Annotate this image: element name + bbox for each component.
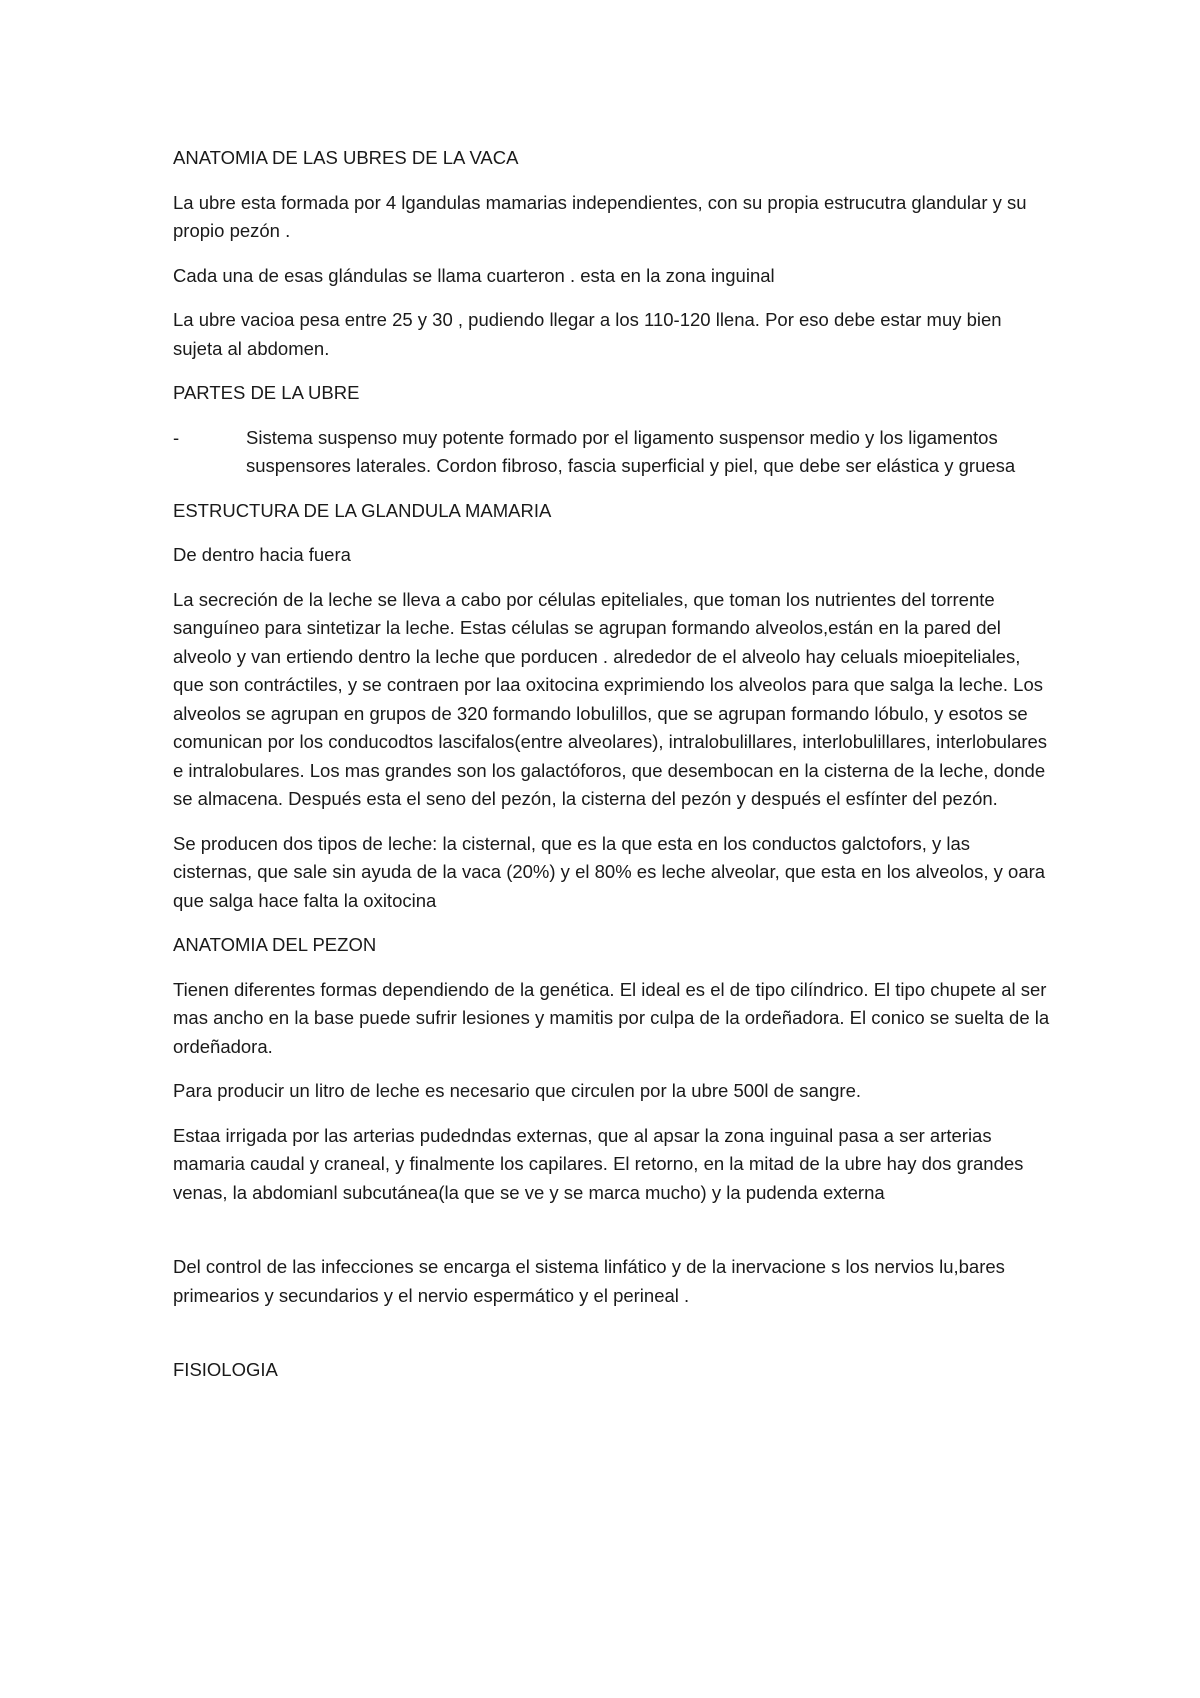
heading-fisiologia: FISIOLOGIA [173, 1359, 278, 1380]
list-item-text: Sistema suspenso muy potente formado por el ligamento suspensor medio y los ligamentos suspensores laterales. Cordon fibroso, fascia superficial y piel, que debe ser elástica y gruesa [246, 426, 1016, 476]
document-body [173, 144, 1053, 1401]
paragraph-ubre-formada: La ubre esta formada por 4 lgandulas mamarias independientes, con su propia estrucutra glandular y su propio pezón . [173, 191, 1027, 241]
paragraph-control-infecciones: Del control de las infecciones se encarga el sistema linfático y de la inervacione s los nervios lu,bares primearios y secundarios y el nervio espermático y el perineal . [173, 1256, 1005, 1306]
paragraph-dentro-fuera: De dentro hacia fuera [173, 544, 351, 565]
paragraph-cuarteron: Cada una de esas glándulas se llama cuarteron . esta en la zona inguinal [173, 264, 775, 286]
heading-partes-ubre: PARTES DE LA UBRE [173, 382, 360, 403]
paragraph-tipos-leche: Se producen dos tipos de leche: la cisternal, que es la que esta en los conductos galctofors, y las cisternas, que sale sin ayuda de la vaca (20%) y el 80% es leche alveolar, que esta en los alveolos, y oara que salga hace falta la oxitocina [173, 832, 1046, 911]
paragraph-litro-leche: Para producir un litro de leche es necesario que circulen por la ubre 500l de sangre. [173, 1080, 861, 1101]
list-item [173, 424, 1053, 481]
blank-line [173, 1326, 1053, 1356]
paragraph-peso-ubre: La ubre vacioa pesa entre 25 y 30 , pudiendo llegar a los 110-120 llena. Por eso debe estar muy bien sujeta al abdomen. [173, 309, 1002, 359]
heading-estructura-glandula: ESTRUCTURA DE LA GLANDULA MAMARIA [173, 499, 552, 521]
bullet-list [173, 424, 1053, 481]
bullet-dash: - [173, 426, 180, 448]
paragraph-secrecion-leche: La secreción de la leche se lleva a cabo por células epiteliales, que toman los nutrientes del torrente sanguíneo para sintetizar la leche. Estas células se agrupan formando alveolos,están en la pared del alveolo y van ertiendo dentro la leche que porducen . alrededor de el alveolo hay celuals mioepiteliales, que son contráctiles, y se contraen por laa oxitocina exprimiendo los alveolos para que salga la leche. Los alveolos se agrupan en grupos de 320 formando lobulillos, que se agrupan formando lóbulo, y esotos se comunican por los conducodtos lascifalos(entre alveolares), intralobulillares, interlobulillares, interlobulares e intralobulares. Los mas grandes son los galactóforos, que desembocan en la cisterna de la leche, donde se almacena. Después esta el seno del pezón, la cisterna del pezón y después el esfínter del pezón. [173, 588, 1048, 809]
heading-anatomia-ubres: ANATOMIA DE LAS UBRES DE LA VACA [173, 147, 519, 168]
blank-line [173, 1223, 1053, 1253]
heading-anatomia-pezon: ANATOMIA DEL PEZON [173, 934, 377, 955]
paragraph-formas-pezon: Tienen diferentes formas dependiendo de la genética. El ideal es el de tipo cilíndrico. El tipo chupete al ser mas ancho en la base puede sufrir lesiones y mamitis por culpa de la ordeñadora. El conico se suelta de la ordeñadora. [173, 978, 1050, 1057]
paragraph-irrigacion: Estaa irrigada por las arterias pudedndas externas, que al apsar la zona inguinal pasa a ser arterias mamaria caudal y craneal, y finalmente los capilares. El retorno, en la mitad de la ubre hay dos grandes venas, la abdomianl subcutánea(la que se ve y se marca mucho) y la pudenda externa [173, 1124, 1024, 1203]
